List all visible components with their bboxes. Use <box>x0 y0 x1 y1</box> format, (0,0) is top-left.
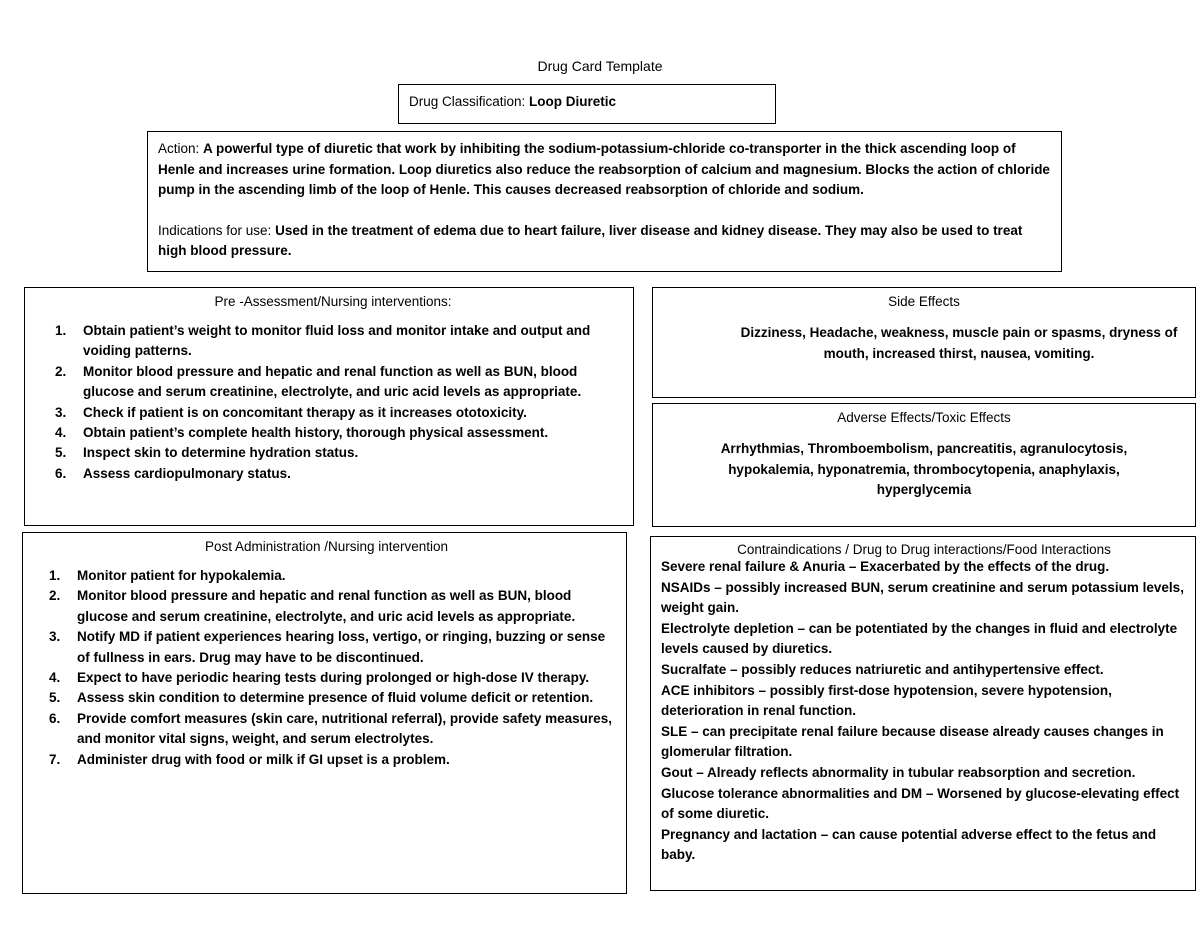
list-item <box>41 668 612 688</box>
list-item-text: Obtain patient’s weight to monitor fluid loss and monitor intake and output and voiding patterns. <box>83 323 591 359</box>
contraindication-item: Electrolyte depletion – can be potentiated by the changes in fluid and electrolyte levels caused by diuretics. <box>661 620 1178 657</box>
list-item-text: Assess skin condition to determine presence of fluid volume deficit or retention. <box>77 690 594 706</box>
drug-classification-box <box>398 84 776 124</box>
list-item-number: 6. <box>49 710 61 726</box>
contraindication-item: Severe renal failure & Anuria – Exacerbated by the effects of the drug. <box>661 559 1110 574</box>
action-indications-box <box>147 131 1062 272</box>
contraindications-box <box>650 536 1196 891</box>
pre-assessment-list <box>47 321 619 484</box>
list-item <box>41 709 612 750</box>
adverse-effects-header: Adverse Effects/Toxic Effects <box>837 410 1011 425</box>
list-item-text: Provide comfort measures (skin care, nutritional referral), provide safety measures, and monitor vital signs, weight, and serum electrolytes. <box>77 710 612 747</box>
list-item-number: 5. <box>49 690 61 706</box>
list-item <box>41 586 612 627</box>
list-item <box>47 464 619 484</box>
list-item-text: Obtain patient’s complete health history, thorough physical assessment. <box>83 425 549 441</box>
action-paragraph <box>158 139 1051 201</box>
list-item-number: 1. <box>49 568 61 583</box>
list-item <box>41 566 612 586</box>
side-effects-header: Side Effects <box>888 294 960 309</box>
pre-assessment-header: Pre -Assessment/Nursing interventions: <box>214 294 452 309</box>
action-label: Action: <box>158 141 204 156</box>
contraindications-header: Contraindications / Drug to Drug interactions/Food Interactions <box>737 542 1111 557</box>
contraindications-list <box>661 557 1187 866</box>
list-item-text: Notify MD if patient experiences hearing loss, vertigo, or ringing, buzzing or sense of fullness in ears. Drug may have to be discontinued. <box>77 629 606 665</box>
indications-text: Used in the treatment of edema due to heart failure, liver disease and kidney disease. They may also be used to treat high blood pressure. <box>158 222 1023 259</box>
list-item-text: Administer drug with food or milk if GI upset is a problem. <box>77 751 450 767</box>
side-effects-box <box>652 287 1196 398</box>
contraindication-item: Glucose tolerance abnormalities and DM – Worsened by glucose-elevating effect of some diuretic. <box>661 785 1180 822</box>
list-item <box>41 750 612 770</box>
pre-assessment-box <box>24 287 634 526</box>
list-item-text: Assess cardiopulmonary status. <box>83 465 291 481</box>
contraindication-item: Sucralfate – possibly reduces natriuretic and antihypertensive effect. <box>661 661 1104 677</box>
indications-paragraph <box>158 221 1051 262</box>
list-item <box>41 627 612 668</box>
list-item-number: 1. <box>55 323 67 338</box>
contraindication-item: Gout – Already reflects abnormality in tubular reabsorption and secretion. <box>661 764 1136 780</box>
list-item <box>47 403 619 423</box>
action-text: A powerful type of diuretic that work by inhibiting the sodium-potassium-chloride co-transporter in the thick ascending loop of Henle and increases urine formation. Loop diuretics also reduce the reabsorption of calcium and magnesium. Blocks the action of chloride pump in the ascending limb of the loop of Henle. This causes decreased reabsorption of chloride and sodium. <box>158 141 1050 198</box>
post-administration-list <box>41 566 612 770</box>
indications-label: Indications for use: <box>158 222 276 238</box>
list-item <box>41 688 612 708</box>
contraindication-item: SLE – can precipitate renal failure because disease already causes changes in glomerular filtration. <box>661 723 1164 760</box>
list-item <box>47 362 619 403</box>
list-item <box>47 443 619 463</box>
adverse-effects-text: Arrhythmias, Thromboembolism, pancreatitis, agranulocytosis, hypokalemia, hyponatremia, thrombocytopenia, anaphylaxis, hyperglycemia <box>720 441 1128 498</box>
list-item-number: 2. <box>55 363 67 379</box>
list-item-number: 6. <box>55 465 67 481</box>
classification-label: Drug Classification: <box>409 94 530 109</box>
list-item-text: Expect to have periodic hearing tests during prolonged or high-dose IV therapy. <box>77 670 590 686</box>
list-item-number: 7. <box>49 751 61 767</box>
post-administration-header: Post Administration /Nursing intervention <box>204 539 449 554</box>
list-item-number: 5. <box>55 445 67 461</box>
post-administration-box <box>22 532 627 894</box>
list-item-text: Check if patient is on concomitant therapy as it increases ototoxicity. <box>83 404 527 420</box>
list-item-text: Monitor blood pressure and hepatic and renal function as well as BUN, blood glucose and serum creatinine, electrolyte, and uric acid levels as appropriate. <box>83 363 582 400</box>
list-item-number: 4. <box>55 425 67 441</box>
list-item-number: 4. <box>49 670 61 686</box>
adverse-effects-box <box>652 403 1196 527</box>
list-item-text: Monitor patient for hypokalemia. <box>77 568 286 583</box>
list-item-text: Monitor blood pressure and hepatic and renal function as well as BUN, blood glucose and serum creatinine, electrolyte, and uric acid levels as appropriate. <box>77 588 576 624</box>
contraindication-item: ACE inhibitors – possibly first-dose hypotension, severe hypotension, deterioration in renal function. <box>661 682 1112 719</box>
list-item <box>47 423 619 443</box>
contraindication-item: NSAIDs – possibly increased BUN, serum creatinine and serum potassium levels, weight gain. <box>661 579 1184 616</box>
side-effects-text: Dizziness, Headache, weakness, muscle pain or spasms, dryness of mouth, increased thirst, nausea, vomiting. <box>740 325 1178 361</box>
list-item-number: 3. <box>49 629 61 645</box>
page-title: Drug Card Template <box>537 58 663 74</box>
list-item <box>47 321 619 362</box>
list-item-number: 2. <box>49 588 61 604</box>
classification-value: Loop Diuretic <box>529 94 617 109</box>
list-item-number: 3. <box>55 404 67 420</box>
list-item-text: Inspect skin to determine hydration status. <box>83 445 359 461</box>
contraindication-item: Pregnancy and lactation – can cause potential adverse effect to the fetus and baby. <box>661 826 1157 863</box>
